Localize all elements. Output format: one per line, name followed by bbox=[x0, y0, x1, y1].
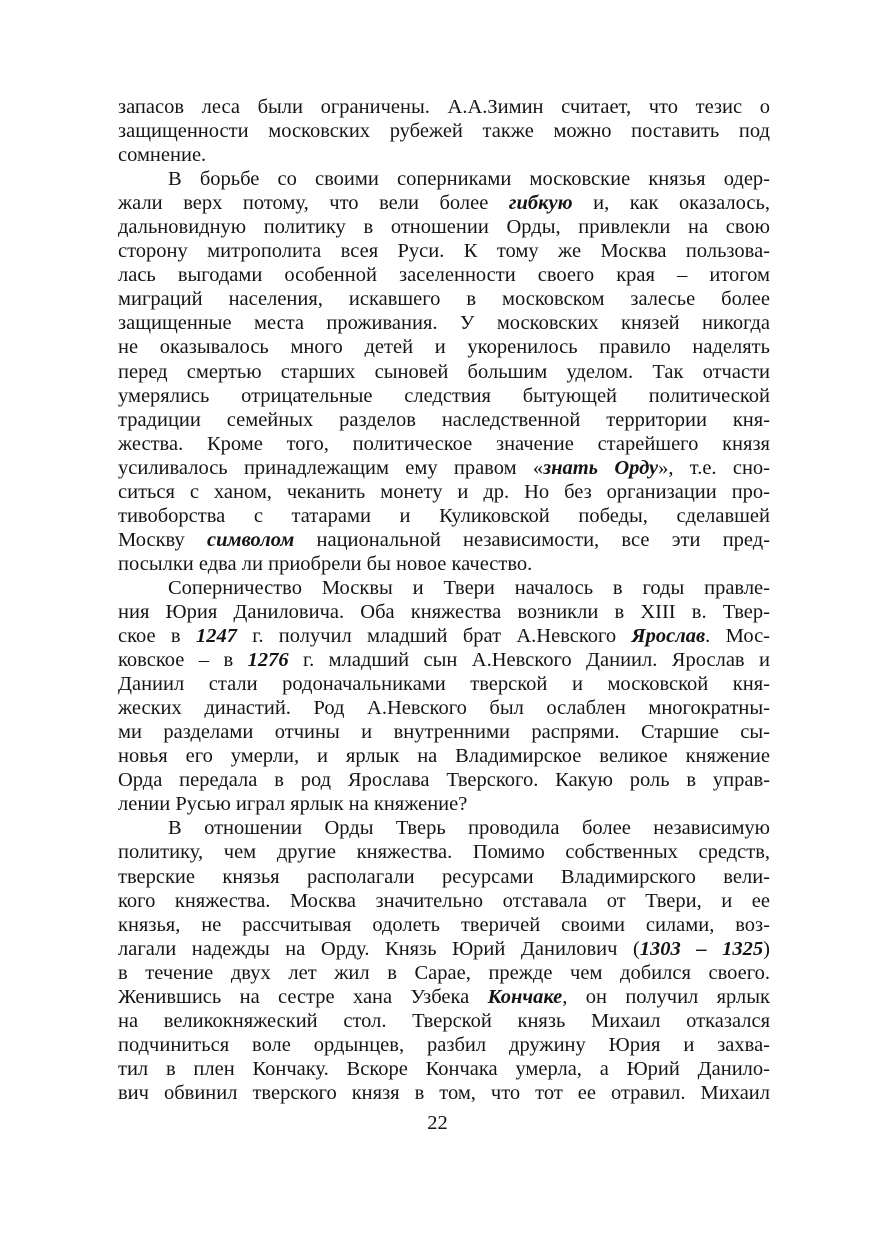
text-line bbox=[118, 456, 770, 480]
text-run: Москву bbox=[118, 528, 208, 551]
text-line bbox=[118, 504, 770, 528]
text-run: ковское – в bbox=[118, 649, 248, 672]
text-line bbox=[118, 1009, 770, 1033]
text-line bbox=[118, 985, 770, 1009]
text-run: не оказывалось много детей и укоренилось правило наделять bbox=[118, 336, 770, 359]
text-line bbox=[118, 1057, 770, 1081]
text-line bbox=[118, 744, 770, 768]
text-line bbox=[118, 648, 770, 672]
text-line bbox=[118, 432, 770, 456]
text-run: посылки едва ли приобрели бы новое качество. bbox=[118, 552, 533, 575]
text-line bbox=[118, 1081, 770, 1105]
text-line bbox=[118, 865, 770, 889]
text-run: традиции семейных разделов наследственной территории кня- bbox=[118, 408, 770, 431]
emphasized-term: 1276 bbox=[247, 649, 289, 672]
emphasized-term: 1247 bbox=[195, 625, 237, 648]
emphasized-term: Ярослав bbox=[631, 625, 706, 648]
text-run: жеских династий. Род А.Невского был ослаблен многократны- bbox=[118, 697, 770, 720]
text-line bbox=[118, 720, 770, 744]
text-run: миграций населения, искавшего в московском залесье более bbox=[118, 288, 770, 311]
text-run: защищенности московских рубежей также можно поставить под bbox=[118, 120, 770, 143]
text-run: Орда передала в род Ярослава Тверского. Какую роль в управ- bbox=[118, 769, 770, 792]
text-line bbox=[118, 215, 770, 239]
text-run: В отношении Орды Тверь проводила более независимую bbox=[168, 817, 770, 840]
text-line bbox=[118, 768, 770, 792]
text-line bbox=[118, 840, 770, 864]
text-run: ния Юрия Даниловича. Оба княжества возникли в XIII в. Твер- bbox=[118, 600, 770, 623]
text-run: подчиниться воле ордынцев, разбил дружину Юрия и захва- bbox=[118, 1033, 770, 1056]
text-line bbox=[118, 528, 770, 552]
text-run: лении Русью играл ярлык на княжение? bbox=[118, 793, 468, 816]
emphasized-term: 1303 – 1325 bbox=[639, 937, 764, 960]
text-run: г. получил младший брат А.Невского bbox=[236, 625, 632, 648]
text-run: дальновидную политику в отношении Орды, привлекли на свою bbox=[118, 216, 770, 239]
text-run: защищенные места проживания. У московских князей никогда bbox=[118, 312, 770, 335]
text-run: . Мос- bbox=[705, 625, 771, 648]
text-run: перед смертью старших сыновей большим уделом. Так отчасти bbox=[118, 360, 770, 383]
text-line bbox=[118, 672, 770, 696]
paragraph-first-line bbox=[118, 95, 770, 119]
text-run: новья его умерли, и ярлык на Владимирское великое княжение bbox=[118, 745, 770, 768]
text-run: Даниил стали родоначальниками тверской и московской кня- bbox=[118, 673, 770, 696]
paragraph-first-line bbox=[118, 167, 770, 191]
emphasized-term: знать Орду bbox=[543, 456, 659, 479]
text-line bbox=[118, 552, 770, 576]
text-run: умерялись отрицательные следствия бытующей политической bbox=[118, 384, 770, 407]
text-run: запасов леса были ограничены. А.А.Зимин считает, что тезис о bbox=[118, 96, 770, 118]
text-run: лась выгодами особенной заселенности своего края – итогом bbox=[118, 264, 770, 287]
text-run: тивоборства с татарами и Куликовской победы, сделавшей bbox=[118, 504, 770, 527]
paragraph-first-line bbox=[118, 576, 770, 600]
text-run: тверские князья располагали ресурсами Владимирского вели- bbox=[118, 865, 770, 888]
text-run: г. младший сын А.Невского Даниил. Ярослав и bbox=[288, 649, 770, 672]
text-run: вич обвинил тверского князя в том, что тот ее отравил. Михаил bbox=[118, 1081, 770, 1104]
text-run: ми разделами отчины и внутренними распрями. Старшие сы- bbox=[118, 721, 770, 744]
text-run: ситься с ханом, чеканить монету и др. Но без организации про- bbox=[118, 480, 770, 503]
text-run: ское в bbox=[118, 625, 196, 648]
text-line bbox=[118, 600, 770, 624]
text-line bbox=[118, 696, 770, 720]
body-text bbox=[118, 95, 770, 1105]
text-run: , он получил ярлык bbox=[562, 985, 770, 1008]
text-line bbox=[118, 143, 770, 167]
paragraph-first-line bbox=[118, 816, 770, 840]
page-number: 22 bbox=[427, 1112, 448, 1134]
text-run: сторону митрополита всея Руси. К тому же Москва пользова- bbox=[118, 240, 770, 263]
text-line bbox=[118, 913, 770, 937]
text-run: тил в плен Кончаку. Вскоре Кончака умерла, а Юрий Данило- bbox=[118, 1057, 770, 1080]
text-run: лагали надежды на Орду. Князь Юрий Данилович ( bbox=[118, 937, 640, 960]
text-line bbox=[118, 889, 770, 913]
emphasized-term: Кончаке bbox=[487, 985, 563, 1008]
text-line bbox=[118, 360, 770, 384]
emphasized-term: символом bbox=[207, 528, 295, 551]
text-line bbox=[118, 961, 770, 985]
text-run: национальной независимости, все эти пред- bbox=[294, 528, 770, 551]
text-line bbox=[118, 263, 770, 287]
text-run: В борьбе со своими соперниками московские князья одер- bbox=[168, 168, 770, 191]
text-run: », т.е. сно- bbox=[658, 456, 770, 479]
text-run: ) bbox=[763, 937, 770, 960]
text-line bbox=[118, 239, 770, 263]
text-run: сомнение. bbox=[118, 144, 207, 167]
text-line bbox=[118, 1033, 770, 1057]
text-run: кого княжества. Москва значительно отставала от Твери, и ее bbox=[118, 889, 770, 912]
text-run: Женившись на сестре хана Узбека bbox=[118, 985, 488, 1008]
text-run: в течение двух лет жил в Сарае, прежде чем добился своего. bbox=[118, 961, 770, 984]
text-line bbox=[118, 335, 770, 359]
text-run: князья, не рассчитывая одолеть тверичей своими силами, воз- bbox=[118, 913, 770, 936]
text-run: и, как оказалось, bbox=[572, 192, 770, 215]
text-run: усиливалось принадлежащим ему правом « bbox=[118, 456, 544, 479]
text-line bbox=[118, 311, 770, 335]
text-line bbox=[118, 937, 770, 961]
text-line bbox=[118, 119, 770, 143]
text-run: на великокняжеский стол. Тверской князь Михаил отказался bbox=[118, 1009, 770, 1032]
text-run: Соперничество Москвы и Твери началось в годы правле- bbox=[168, 576, 770, 599]
text-line bbox=[118, 287, 770, 311]
text-run: жества. Кроме того, политическое значение старейшего князя bbox=[118, 432, 770, 455]
text-line bbox=[118, 191, 770, 215]
text-line bbox=[118, 480, 770, 504]
emphasized-term: гибкую bbox=[508, 192, 573, 215]
text-run: жали верх потому, что вели более bbox=[118, 192, 509, 215]
text-line bbox=[118, 624, 770, 648]
text-line bbox=[118, 384, 770, 408]
text-line bbox=[118, 408, 770, 432]
text-line bbox=[118, 792, 770, 816]
text-run: политику, чем другие княжества. Помимо собственных средств, bbox=[118, 841, 770, 864]
